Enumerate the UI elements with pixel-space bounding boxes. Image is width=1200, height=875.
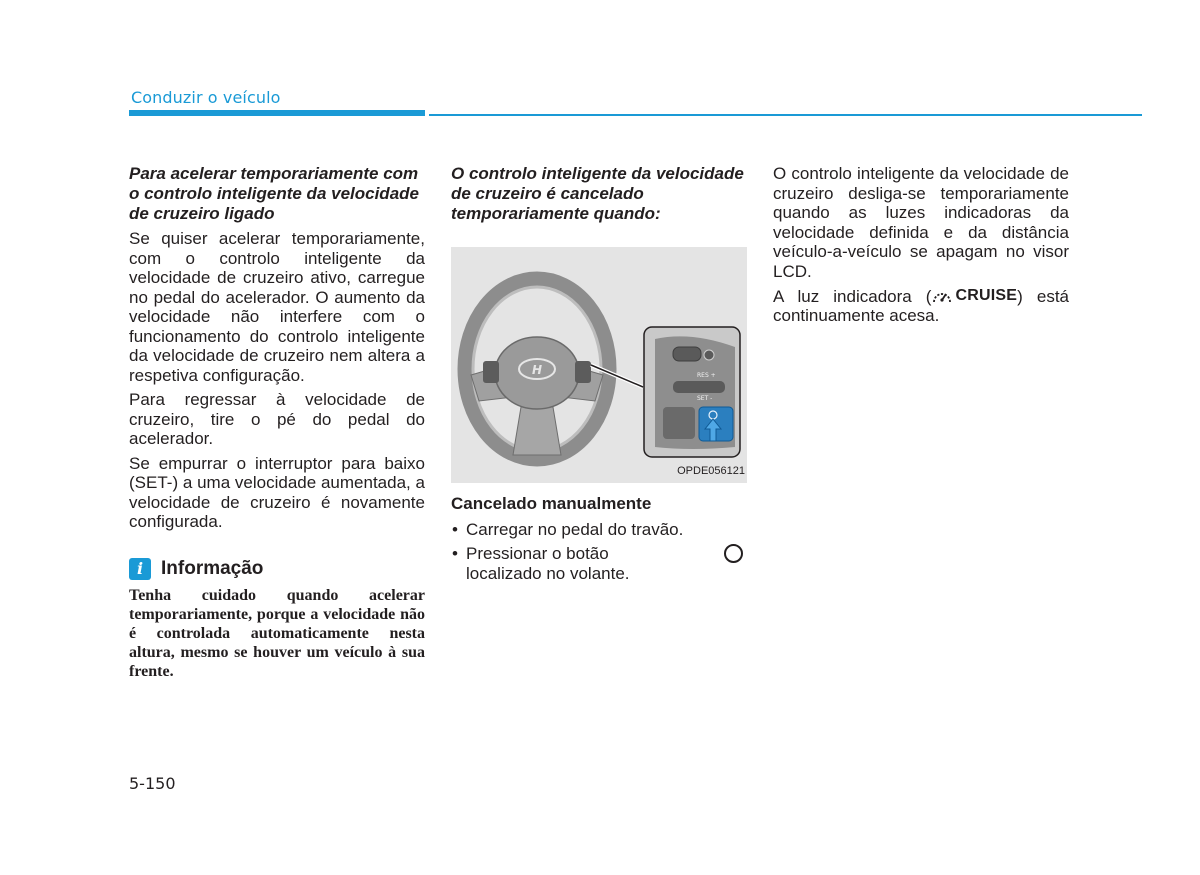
cruise-indicator-symbol	[931, 286, 1017, 306]
paragraph-return-speed: Para regressar à velocidade de cruzeiro, tire o pé do pedal do acelerador.	[129, 390, 425, 448]
bullet-brake: Carregar no pedal do travão.	[466, 519, 684, 539]
inset-button-lower	[663, 407, 695, 439]
column-left	[129, 164, 425, 681]
column-right	[773, 164, 1069, 331]
steering-wheel-illustration	[451, 247, 747, 483]
indicator-text-after: ) está continuamente acesa.	[773, 286, 1069, 326]
info-title: Informação	[161, 557, 264, 579]
paragraph-accelerate: Se quiser acelerar temporariamente, com o controlo inteligente da velocidade de cruzeiro ativo, carregue no pedal do acelerador. O aumento da velocidade não interfere com o funcionamento do controlo inteligente da velocidade de cruzeiro nem altera a respetiva configuração.	[129, 229, 425, 385]
list-item	[451, 544, 747, 583]
steering-wheel-figure	[451, 247, 747, 483]
heading-cancelled: O controlo inteligente da velocidade de cruzeiro é cancelado temporariamente quando:	[451, 164, 744, 223]
wheel-spoke-bottom	[513, 407, 561, 455]
indicator-text-before: A luz indicadora (	[773, 286, 932, 306]
info-box	[129, 558, 425, 681]
heading-accelerate: Para acelerar temporariamente com o controlo inteligente da velocidade de cruzeiro ligado	[129, 164, 419, 223]
cruise-switch-icon	[704, 350, 714, 360]
bullet-press-button: • Pressionar o botão	[466, 544, 609, 563]
header-rule-thick	[129, 110, 425, 116]
wheel-buttons-left	[483, 361, 499, 383]
wheel-buttons-right	[575, 361, 591, 383]
cruise-word: CRUISE	[955, 287, 1018, 304]
header-rule-thin	[429, 114, 1142, 116]
bullet-located-on-wheel: localizado no volante.	[466, 563, 630, 583]
res-set-toggle	[673, 381, 725, 393]
paragraph-indicator	[773, 286, 1069, 326]
info-header	[129, 558, 425, 580]
heading-manual-cancel: Cancelado manualmente	[451, 494, 652, 513]
info-text: Tenha cuidado quando acelerar temporariamente, porque a velocidade não é controlada automaticamente nesta altura, mesmo se houver um veículo à sua frente.	[129, 586, 425, 680]
res-plus-label: RES +	[697, 372, 716, 379]
section-title: Conduzir o veículo	[131, 88, 281, 107]
paragraph-temporary-off: O controlo inteligente da velocidade de cruzeiro desliga-se temporariamente quando as luzes indicadoras da velocidade definida e da distância veículo-a-veículo se apagam no visor LCD.	[773, 164, 1069, 281]
info-icon: i	[129, 558, 151, 580]
brand-logo-letter: H	[531, 363, 543, 377]
list-item	[451, 520, 747, 540]
manual-cancel-list	[451, 520, 747, 584]
bullet-button-line	[466, 544, 747, 564]
paragraph-set-minus: Se empurrar o interruptor para baixo (SET-) a uma velocidade aumentada, a velocidade de cruzeiro é novamente configurada.	[129, 453, 425, 531]
column-middle	[451, 164, 747, 588]
page-number: 5-150	[129, 774, 176, 793]
circle-button-icon	[724, 544, 743, 563]
set-minus-label: SET -	[697, 395, 713, 402]
inset-button-top	[673, 347, 701, 361]
figure-code: OPDE056121	[677, 464, 745, 477]
speedometer-icon	[931, 287, 953, 305]
